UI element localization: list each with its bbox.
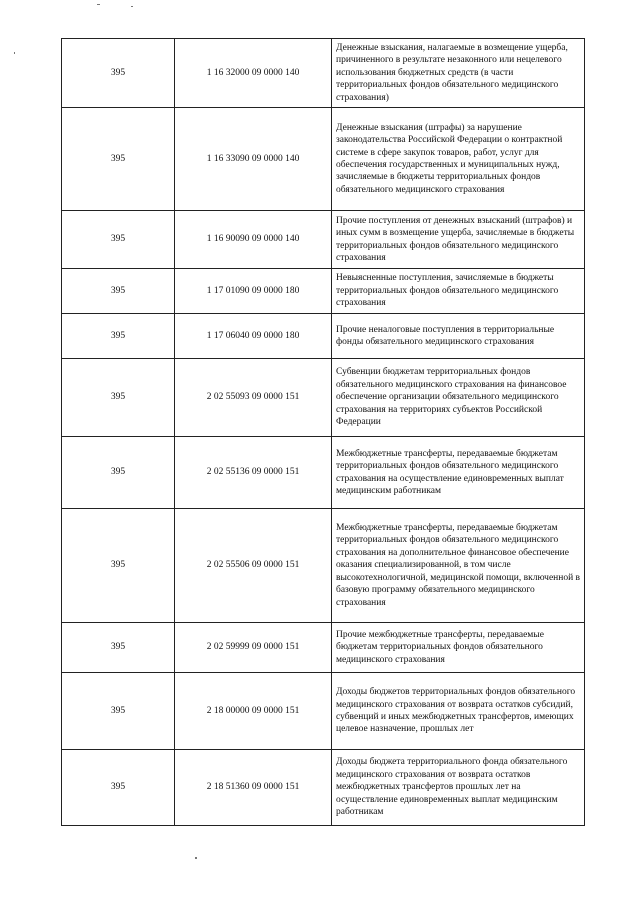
table-row xyxy=(62,39,585,108)
description-cell: Межбюджетные трансферты, передаваемые бюджетам территориальных фондов обязательного медицинского страхования на дополнительное финансовое обеспечение оказания специализированной, в том числе высокотехнологичной, медицинской помощи, включенной в базовую программу обязательного медицинского страхования xyxy=(332,509,585,623)
budget-revenue-table xyxy=(61,38,585,826)
description-cell: Субвенции бюджетам территориальных фондов обязательного медицинского страхования на финансовое обеспечение организации обязательного медицинского страхования на территориях субъектов Российской Федерации xyxy=(332,359,585,437)
description-cell: Прочие неналоговые поступления в территориальные фонды обязательного медицинского страхования xyxy=(332,314,585,359)
budget-code-cell: 2 18 51360 09 0000 151 xyxy=(175,750,332,826)
table-row xyxy=(62,108,585,211)
admin-code-cell: 395 xyxy=(62,211,175,269)
scan-speck xyxy=(14,52,15,54)
scan-speck xyxy=(131,6,133,7)
admin-code-cell: 395 xyxy=(62,314,175,359)
description-cell: Доходы бюджетов территориальных фондов обязательного медицинского страхования от возврата остатков субсидий, субвенций и иных межбюджетных трансфертов, имеющих целевое назначение, прошлых лет xyxy=(332,673,585,750)
admin-code-cell: 395 xyxy=(62,673,175,750)
description-cell: Денежные взыскания (штрафы) за нарушение законодательства Российской Федерации о контрактной системе в сфере закупок товаров, работ, услуг для обеспечения государственных и муниципальных нужд, зачисляемые в бюджеты территориальных фондов обязательного медицинского страхования xyxy=(332,108,585,211)
budget-code-cell: 1 16 32000 09 0000 140 xyxy=(175,39,332,108)
table-row xyxy=(62,314,585,359)
admin-code-cell: 395 xyxy=(62,509,175,623)
admin-code-cell: 395 xyxy=(62,359,175,437)
budget-code-cell: 1 16 90090 09 0000 140 xyxy=(175,211,332,269)
budget-code-cell: 1 17 01090 09 0000 180 xyxy=(175,269,332,314)
description-cell: Доходы бюджета территориального фонда обязательного медицинского страхования от возврата остатков межбюджетных трансфертов прошлых лет на осуществление единовременных выплат медицинским работникам xyxy=(332,750,585,826)
admin-code-cell: 395 xyxy=(62,269,175,314)
scan-speck xyxy=(97,4,100,5)
table-row xyxy=(62,750,585,826)
description-cell: Денежные взыскания, налагаемые в возмещение ущерба, причиненного в результате незаконного или нецелевого использования бюджетных средств (в части территориальных фондов обязательного медицинского страхования) xyxy=(332,39,585,108)
description-cell: Прочие межбюджетные трансферты, передаваемые бюджетам территориальных фондов обязательного медицинского страхования xyxy=(332,623,585,673)
description-cell: Невыясненные поступления, зачисляемые в бюджеты территориальных фондов обязательного медицинского страхования xyxy=(332,269,585,314)
description-cell: Прочие поступления от денежных взысканий (штрафов) и иных сумм в возмещение ущерба, зачисляемые в бюджеты территориальных фондов обязательного медицинского страхования xyxy=(332,211,585,269)
table-row xyxy=(62,509,585,623)
budget-code-cell: 1 16 33090 09 0000 140 xyxy=(175,108,332,211)
budget-code-cell: 2 02 55136 09 0000 151 xyxy=(175,437,332,509)
description-cell: Межбюджетные трансферты, передаваемые бюджетам территориальных фондов обязательного медицинского страхования на осуществление единовременных выплат медицинским работникам xyxy=(332,437,585,509)
admin-code-cell: 395 xyxy=(62,623,175,673)
budget-code-cell: 1 17 06040 09 0000 180 xyxy=(175,314,332,359)
admin-code-cell: 395 xyxy=(62,750,175,826)
table-row xyxy=(62,673,585,750)
budget-code-cell: 2 18 00000 09 0000 151 xyxy=(175,673,332,750)
table-row xyxy=(62,211,585,269)
admin-code-cell: 395 xyxy=(62,39,175,108)
budget-code-cell: 2 02 59999 09 0000 151 xyxy=(175,623,332,673)
budget-code-cell: 2 02 55093 09 0000 151 xyxy=(175,359,332,437)
admin-code-cell: 395 xyxy=(62,108,175,211)
table-row xyxy=(62,269,585,314)
scan-speck xyxy=(195,857,197,859)
table-row xyxy=(62,359,585,437)
budget-code-cell: 2 02 55506 09 0000 151 xyxy=(175,509,332,623)
table-row xyxy=(62,623,585,673)
table-row xyxy=(62,437,585,509)
admin-code-cell: 395 xyxy=(62,437,175,509)
